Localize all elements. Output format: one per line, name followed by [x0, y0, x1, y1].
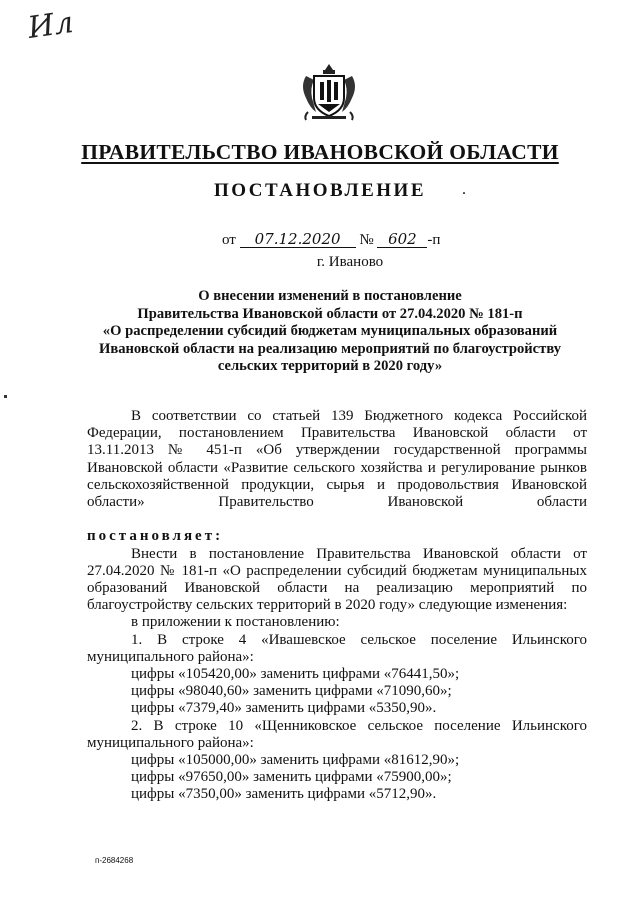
footer-document-code: п-2684268: [95, 856, 134, 865]
handwritten-number: 602: [377, 232, 427, 248]
handwritten-date: 07.12.2020: [240, 232, 356, 248]
item-2: 2. В строке 10 «Щенниковское сельское поселение Ильинского муниципального района»:: [87, 717, 587, 751]
subject-line: Ивановской области на реализацию мероприятий по благоустройству: [98, 340, 562, 357]
stray-dot: ·: [462, 186, 467, 200]
subject-line: «О распределении субсидий бюджетам муниципальных образований: [102, 323, 558, 339]
resolves-word: постановляет:: [87, 528, 224, 545]
government-title: ПРАВИТЕЛЬСТВО ИВАНОВСКОЙ ОБЛАСТИ: [81, 140, 559, 164]
item-2-change-a: цифры «105000,00» заменить цифрами «81612,90»;: [131, 752, 460, 769]
preamble-paragraph: В соответствии со статьей 139 Бюджетного кодекса Российской Федерации, постановлением Правительства Ивановской области от 13.11.2013 № 451-п «Об утверждении государственной программы Ивановской области «Развитие сельского хозяйства и регулирование рынков сельскохозяйственной продукции, сырья и продовольствия Ивановской области» Правительство Ивановской области: [87, 408, 587, 511]
subject-line: Правительства Ивановской области от 27.04.2020 № 181-п: [137, 305, 523, 322]
annex-line: в приложении к постановлению:: [131, 614, 340, 631]
date-prefix: от: [222, 232, 236, 248]
margin-mark: [4, 395, 7, 398]
document-body: [87, 408, 587, 804]
number-sign: №: [359, 232, 374, 248]
item-1-change-c: цифры «7379,40» заменить цифрами «5350,90».: [131, 700, 437, 717]
coat-of-arms-emblem: [298, 62, 360, 124]
subject-line: сельских территорий в 2020 году»: [217, 358, 443, 374]
date-number-line: [222, 232, 440, 249]
number-suffix: -п: [427, 232, 441, 248]
document-type-heading: ПОСТАНОВЛЕНИЕ: [213, 180, 427, 201]
handwritten-mark: Ил: [25, 5, 76, 46]
item-1: 1. В строке 4 «Ивашевское сельское поселение Ильинского муниципального района»:: [87, 631, 587, 665]
item-2-change-b: цифры «97650,00» заменить цифрами «75900,00»;: [131, 769, 452, 786]
item-1-change-b: цифры «98040,60» заменить цифрами «71090,60»;: [131, 683, 452, 700]
city: г. Иваново: [316, 254, 384, 270]
item-1-change-a: цифры «105420,00» заменить цифрами «76441,50»;: [131, 666, 460, 683]
amend-paragraph: Внести в постановление Правительства Ивановской области от 27.04.2020 № 181-п «О распределении субсидий бюджетам муниципальных образований Ивановской области на реализацию мероприятий по благоустройству сельских территорий в 2020 году» следующие изменения:: [87, 545, 587, 614]
item-2-change-c: цифры «7350,00» заменить цифрами «5712,90».: [131, 786, 437, 803]
subject-line: О внесении изменений в постановление: [198, 288, 462, 304]
document-subject: [60, 288, 600, 376]
